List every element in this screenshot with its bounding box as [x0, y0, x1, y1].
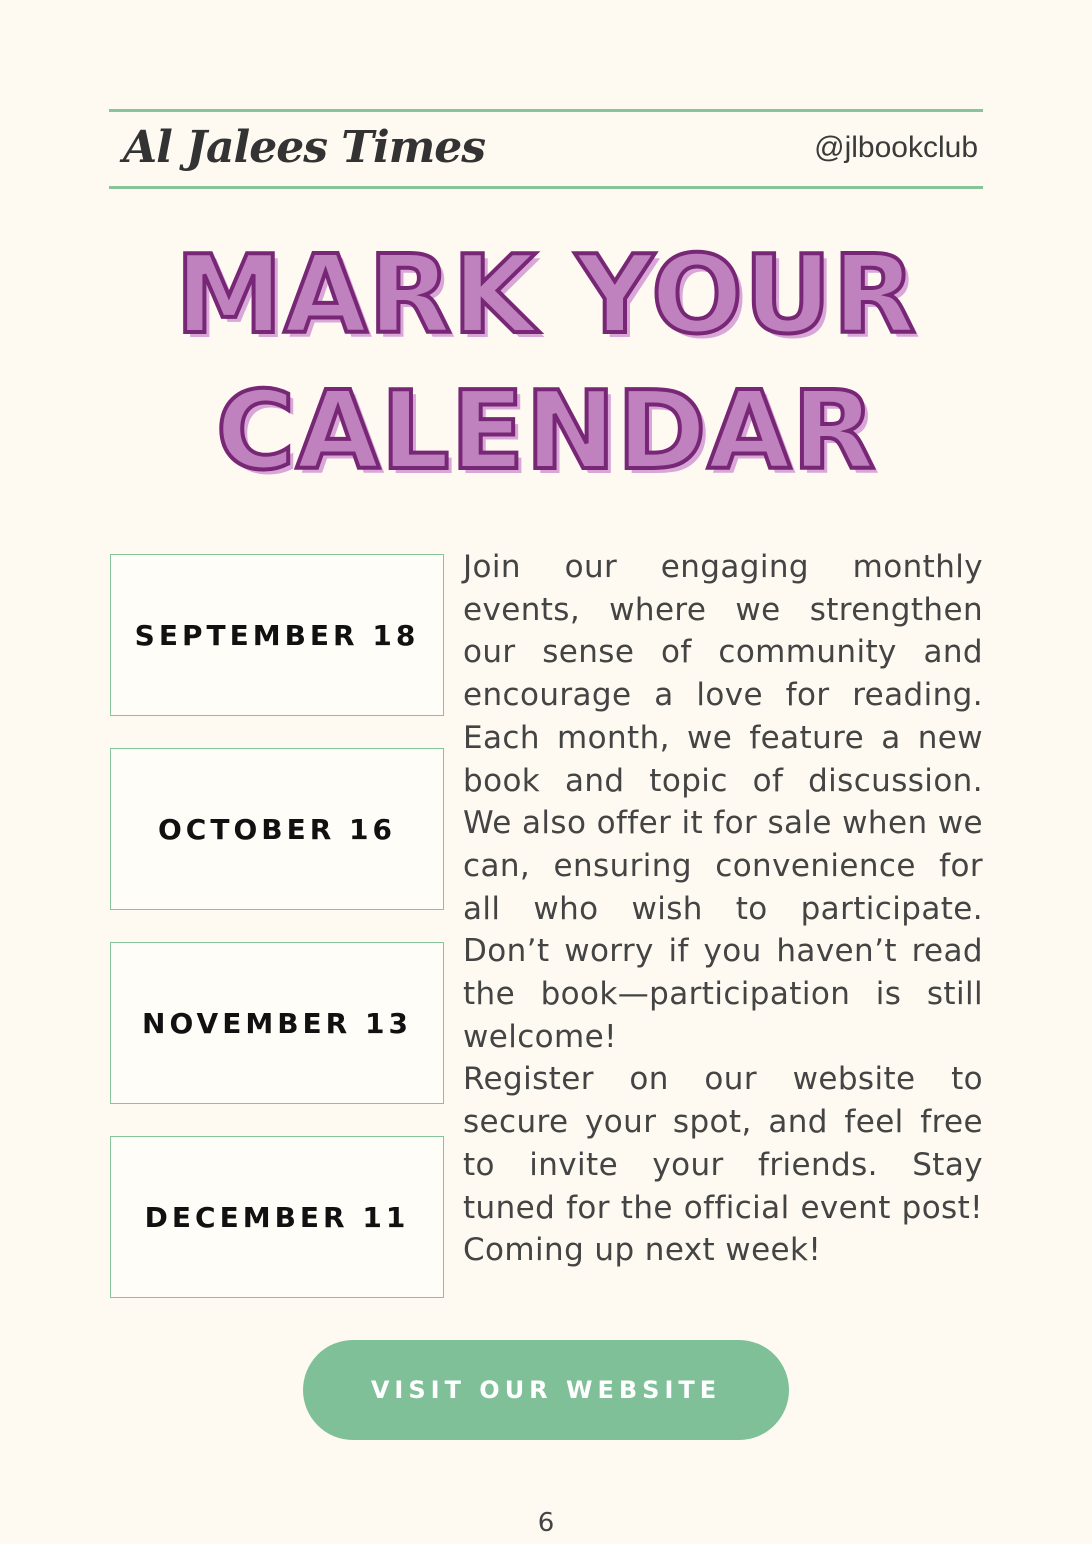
date-box-november	[110, 942, 444, 1104]
date-label: NOVEMBER 13	[142, 1006, 412, 1040]
date-box-september	[110, 554, 444, 716]
date-label: DECEMBER 11	[144, 1200, 410, 1234]
date-label: SEPTEMBER 18	[134, 618, 420, 652]
page-number: 6	[537, 1508, 555, 1538]
date-label: OCTOBER 16	[158, 812, 396, 846]
brand-name: Al Jalees Times	[123, 122, 486, 173]
date-box-october	[110, 748, 444, 910]
description-paragraph-2: Register on our website to secure your spot, and feel free to invite your friends. Stay tuned for the official event post! Coming up next week!	[463, 1061, 983, 1269]
headline-line-2: CALENDAR	[215, 369, 877, 494]
description-paragraph-1: Join our engaging monthly events, where we strengthen our sense of community and encourage a love for reading. Each month, we feature a new book and topic of discussion. We also offer it for sale when we can, ensuring convenience for all who wish to participate. Don’t worry if you haven’t read the book—participation is still welcome!	[463, 549, 983, 1055]
header-bottom-rule	[109, 186, 983, 189]
header-top-rule	[109, 109, 983, 112]
visit-website-button[interactable]: VISIT OUR WEBSITE	[303, 1340, 789, 1440]
headline-line-1: MARK YOUR	[175, 233, 917, 358]
date-box-december	[110, 1136, 444, 1298]
event-description	[463, 546, 983, 1272]
social-handle: @jlbookclub	[814, 131, 978, 164]
